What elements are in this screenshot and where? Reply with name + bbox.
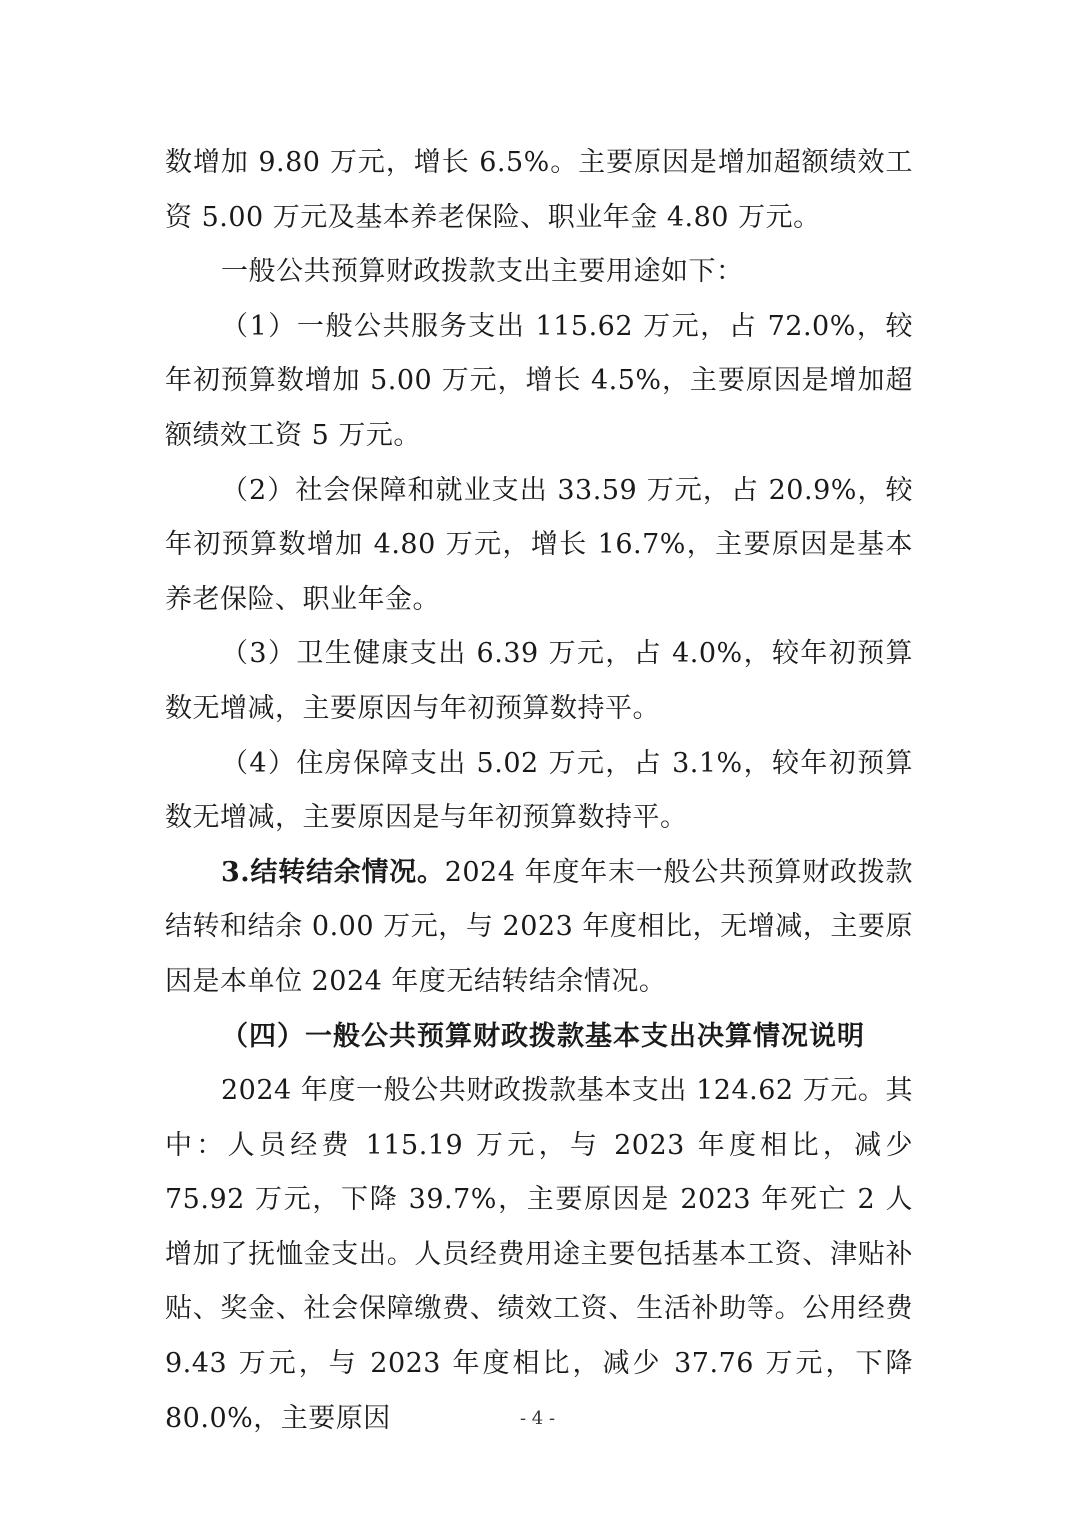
carryover-lead: 3.结转结余情况。 bbox=[221, 856, 445, 888]
paragraph-continuation: 数增加 9.80 万元，增长 6.5%。主要原因是增加超额绩效工资 5.00 万元及基本养老保险、职业年金 4.80 万元。 bbox=[165, 147, 913, 233]
paragraph-basic-expenditure: 2024 年度一般公共财政拨款基本支出 124.62 万元。其中：人员经费 115.19 万元，与 2023 年度相比，减少 75.92 万元，下降 39.7%，主要原因是 2023 年死亡 2 人增加了抚恤金支出。人员经费用途主要包括基本工资、津贴补贴、奖金、社会保障缴费、绩效工资、生活补助等。公用经费 9.43 万元，与 2023 年度相比，减少 37.76 万元，下降 80.0%，主要原因 bbox=[165, 1075, 913, 1434]
paragraph-item-2: （2）社会保障和就业支出 33.59 万元，占 20.9%，较年初预算数增加 4.80 万元，增长 16.7%，主要原因是基本养老保险、职业年金。 bbox=[165, 474, 913, 615]
paragraph-item-4: （4）住房保障支出 5.02 万元，占 3.1%，较年初预算数无增减，主要原因是与年初预算数持平。 bbox=[165, 747, 913, 834]
paragraph-item-1: （1）一般公共服务支出 115.62 万元，占 72.0%，较年初预算数增加 5.00 万元，增长 4.5%，主要原因是增加超额绩效工资 5 万元。 bbox=[165, 310, 913, 451]
paragraph-carryover bbox=[165, 846, 913, 1010]
document-body bbox=[165, 136, 913, 1446]
carryover-body: 2024 年度年末一般公共预算财政拨款结转和结余 0.00 万元，与 2023 年度相比，无增减，主要原因是本单位 2024 年度无结转结余情况。 bbox=[165, 856, 914, 997]
paragraph-usage-intro: 一般公共预算财政拨款支出主要用途如下： bbox=[221, 256, 744, 288]
page-number: - 4 - bbox=[519, 1408, 556, 1429]
paragraph-item-3: （3）卫生健康支出 6.39 万元，占 4.0%，较年初预算数无增减，主要原因与年初预算数持平。 bbox=[165, 638, 913, 724]
section-heading-4: （四）一般公共预算财政拨款基本支出决算情况说明 bbox=[221, 1020, 865, 1052]
